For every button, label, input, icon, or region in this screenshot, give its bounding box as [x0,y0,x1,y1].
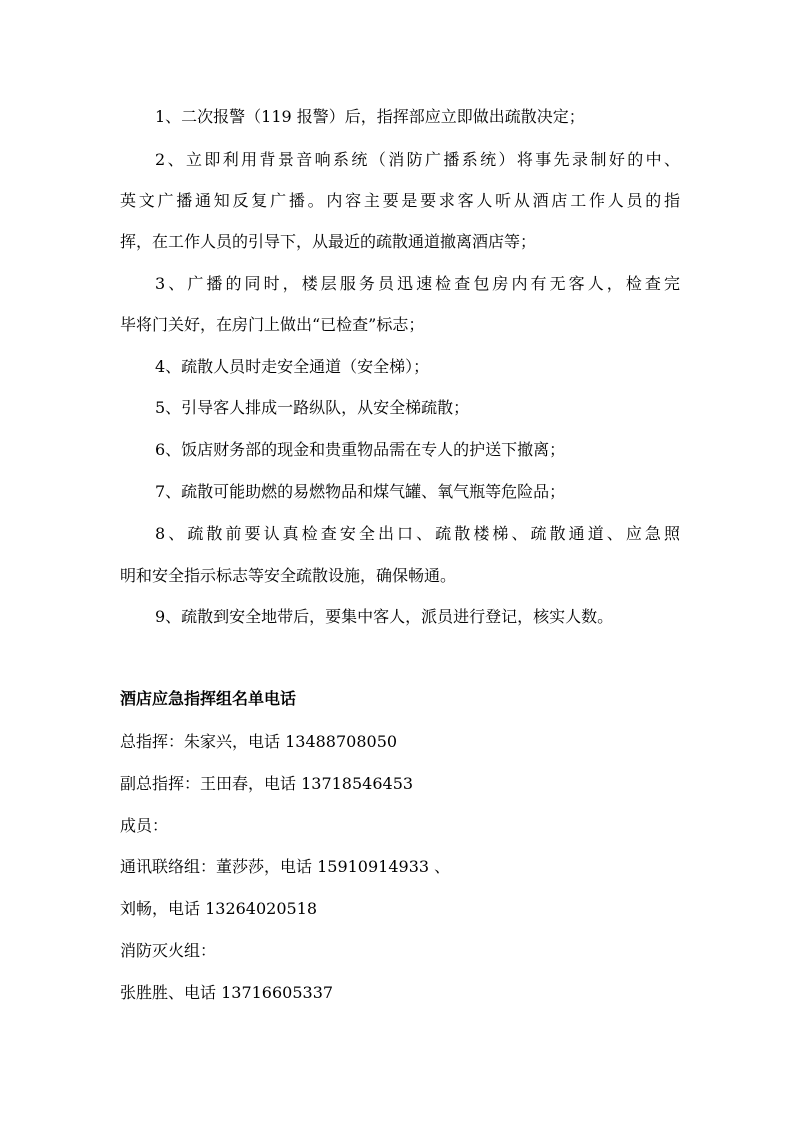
step-4: 4、疏散人员时走安全通道（安全梯）； [155,357,430,376]
step-1: 1、二次报警（119 报警）后，指挥部应立即做出疏散决定； [155,107,585,126]
contact-commander: 总指挥：朱家兴，电话 13488708050 [120,732,398,751]
step-2-line-2: 英文广播通知反复广播。内容主要是要求客人听从酒店工作人员的指 [120,191,680,210]
contact-comm-group: 通讯联络组：董莎莎，电话 15910914933 、 [120,857,451,876]
members-label: 成员： [120,816,169,835]
fire-group-label: 消防灭火组： [120,941,217,960]
contact-deputy: 副总指挥：王田春，电话 13718546453 [120,774,414,793]
contacts-heading: 酒店应急指挥组名单电话 [120,689,297,708]
contact-fire-member: 张胜胜、电话 13716605337 [120,983,334,1002]
step-5: 5、引导客人排成一路纵队，从安全梯疏散； [155,398,470,417]
step-3-line-2: 毕将门关好，在房门上做出“已检查”标志； [120,315,425,334]
step-6: 6、饭店财务部的现金和贵重物品需在专人的护送下撤离； [155,440,566,459]
step-2-line-1: 2、立即利用背景音响系统（消防广播系统）将事先录制好的中、 [155,150,680,169]
step-7: 7、疏散可能助燃的易燃物品和煤气罐、氧气瓶等危险品； [155,482,566,501]
step-2-line-3: 挥，在工作人员的引导下，从最近的疏散通道撤离酒店等； [120,232,537,251]
step-8-line-1: 8、疏散前要认真检查安全出口、疏散楼梯、疏散通道、应急照 [155,524,680,543]
contact-comm-member-2: 刘畅，电话 13264020518 [120,899,318,918]
step-9: 9、疏散到安全地带后，要集中客人，派员进行登记，核实人数。 [155,607,614,626]
step-8-line-2: 明和安全指示标志等安全疏散设施，确保畅通。 [120,566,457,585]
step-3-line-1: 3、广播的同时，楼层服务员迅速检查包房内有无客人，检查完 [155,274,680,293]
